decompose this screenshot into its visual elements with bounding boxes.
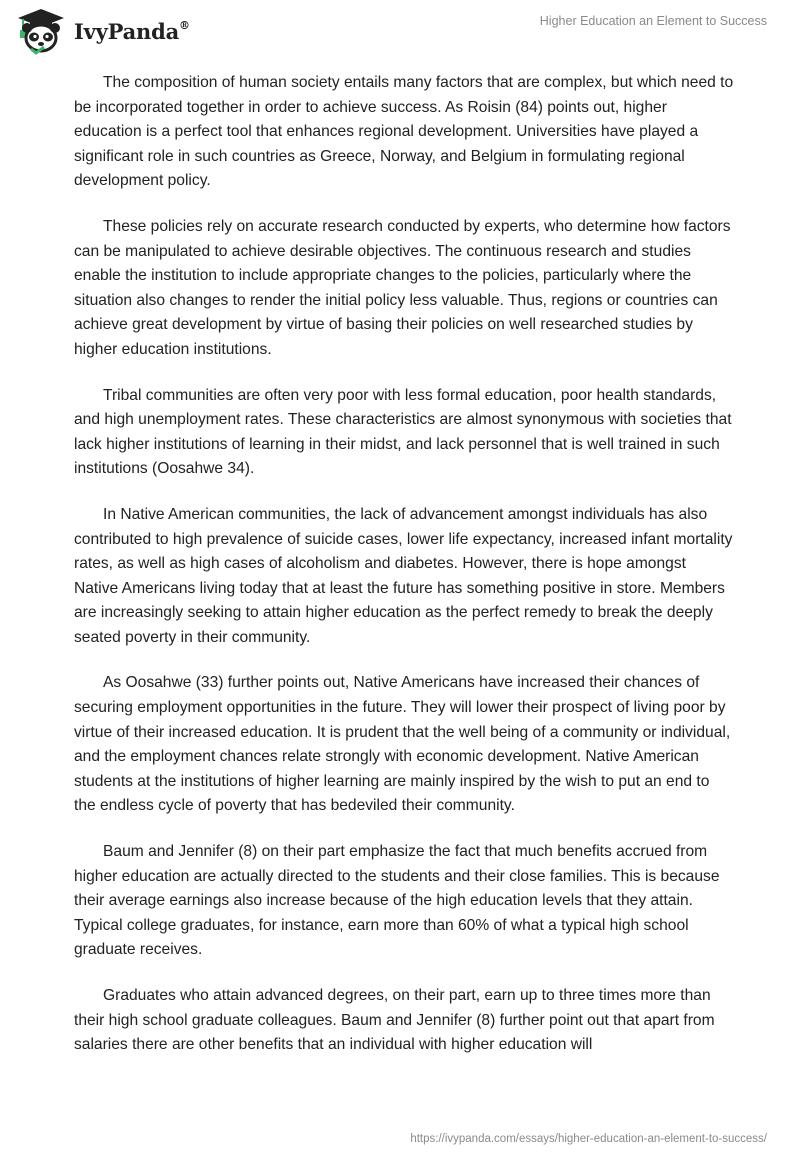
essay-paragraph: Baum and Jennifer (8) on their part emphasize the fact that much benefits accrued from higher education are actually directed to the students and their close families. This is because their average earnings also increase because of the high education levels that they attain. Typical college graduates, for instance, earn more than 60% of what a typical high school graduate receives. xyxy=(74,843,720,959)
essay-paragraph: As Oosahwe (33) further points out, Native Americans have increased their chances of securing employment opportunities in the future. They will lower their prospect of living poor by virtue of their increased education. It is prudent that the well being of a community or individual, and the employment chances relate strongly with economic development. Native American students at the institutions of higher learning are mainly inspired by the wish to put an end to the endless cycle of poverty that has bedeviled their community. xyxy=(74,674,731,815)
essay-paragraph: In Native American communities, the lack of advancement amongst individuals has also contributed to high prevalence of suicide cases, lower life expectancy, increased infant mortality rates, as well as high cases of alcoholism and diabetes. However, there is hope amongst Native Americans living today that at least the future has something positive in store. Members are increasingly seeking to attain higher education as the perfect remedy to break the deeply seated poverty in their community. xyxy=(74,505,733,646)
essay-paragraph: Tribal communities are often very poor with less formal education, poor health standards, and high unemployment rates. These characteristics are almost synonymous with societies that lack higher institutions of learning in their midst, and lack personnel that is well trained in such institutions (Oosahwe 34). xyxy=(74,386,732,478)
source-url[interactable]: https://ivypanda.com/essays/higher-education-an-element-to-success/ xyxy=(410,1133,767,1145)
registered-mark: ® xyxy=(179,18,190,32)
brand-name: IvyPanda® xyxy=(74,18,190,44)
essay-paragraph: Graduates who attain advanced degrees, on their part, earn up to three times more than their high school graduate colleagues. Baum and Jennifer (8) further point out that apart from salaries there are other benefits that an individual with higher education will xyxy=(74,987,715,1054)
essay-paragraph: The composition of human society entails many factors that are complex, but which need to be incorporated together in order to achieve success. As Roisin (84) points out, higher education is a perfect tool that enhances regional development. Universities have played a significant role in such countries as Greece, Norway, and Belgium in formulating regional development policy. xyxy=(74,74,734,190)
essay-body xyxy=(74,71,734,1079)
brand-logo[interactable] xyxy=(14,7,190,55)
page-header xyxy=(0,0,800,64)
document-title: Higher Education an Element to Success xyxy=(539,14,767,28)
panda-graduate-icon xyxy=(14,7,68,55)
essay-paragraph: These policies rely on accurate research conducted by experts, who determine how factors can be manipulated to achieve desirable objectives. The continuous research and studies enable the institution to include appropriate changes to the policies, particularly where the situation also changes to render the initial policy less valuable. Thus, regions or countries can achieve great development by virtue of basing their policies on well researched studies by higher education institutions. xyxy=(74,217,731,358)
